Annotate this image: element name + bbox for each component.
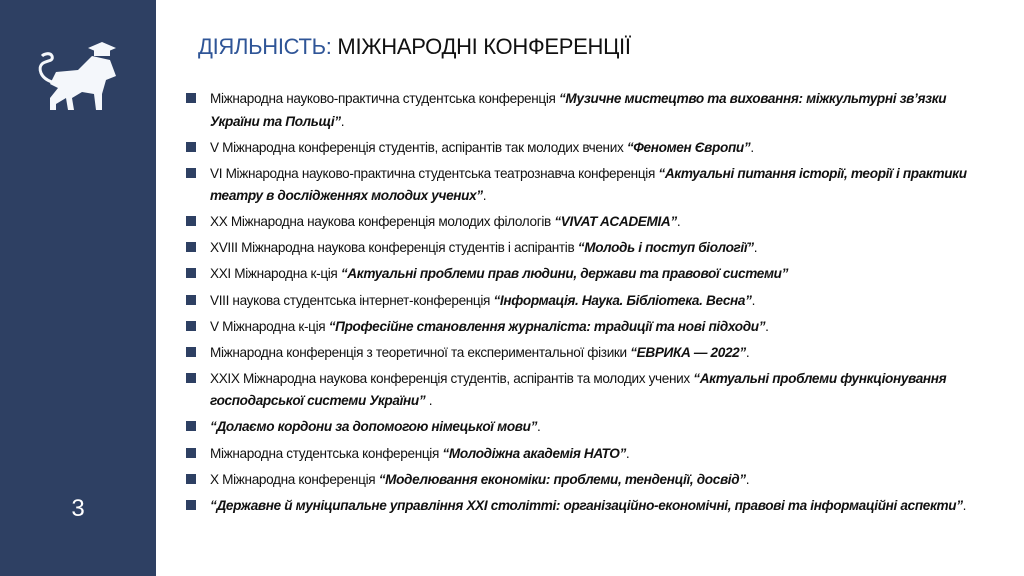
item-suffix: . [765, 318, 769, 334]
square-bullet-icon [186, 242, 196, 252]
page-number: 3 [71, 495, 85, 522]
list-item [183, 211, 983, 234]
list-item [183, 469, 983, 492]
conference-title: “ЕВРИКА — 2022” [630, 344, 746, 360]
list-item [183, 290, 983, 313]
square-bullet-icon [186, 373, 196, 383]
conference-title: “Феномен Європи” [626, 139, 751, 155]
list-item [183, 342, 983, 365]
square-bullet-icon [186, 295, 196, 305]
list-item [183, 263, 983, 286]
item-prefix: V Міжнародна конференція студентів, аспірантів так молодих вчених [210, 139, 627, 155]
item-suffix: . [750, 139, 754, 155]
list-item [183, 88, 983, 133]
item-prefix: VI Міжнародна науково-практична студентська театрознавча конференція [210, 165, 659, 181]
item-suffix: . [482, 188, 487, 204]
item-prefix: Міжнародна студентська конференція [210, 445, 443, 461]
square-bullet-icon [186, 448, 196, 458]
square-bullet-icon [186, 347, 196, 357]
item-suffix: . [962, 497, 967, 513]
conference-title: “VIVAT ACADEMIA” [554, 214, 677, 230]
item-prefix: Міжнародна науково-практична студентська конференція [210, 91, 559, 106]
conference-title: “Долаємо кордони за допомогою німецької мови” [210, 419, 538, 435]
conference-title: “Моделювання економіки: проблеми, тенденції, досвід” [378, 471, 746, 487]
square-bullet-icon [186, 321, 196, 331]
title-rest: МІЖНАРОДНІ КОНФЕРЕНЦІЇ [331, 34, 631, 59]
square-bullet-icon [186, 421, 196, 431]
square-bullet-icon [186, 500, 196, 510]
item-prefix: X Міжнародна конференція [210, 471, 379, 487]
item-suffix: . [537, 419, 541, 435]
item-suffix: . [676, 214, 681, 230]
item-suffix: . [425, 393, 433, 409]
conference-title: “Державне й муніципальне управління XXI столітті: організаційно-економічні, правові та інформаційні аспекти” [210, 497, 963, 513]
page-title [198, 34, 631, 60]
item-prefix: XVIII Міжнародна наукова конференція студентів і аспірантів [210, 240, 578, 256]
conference-title: “Професійне становлення журналіста: традиції та нові підходи” [328, 318, 766, 334]
list-item [183, 163, 983, 208]
list-item [183, 443, 983, 466]
conference-title: “Актуальні питання історії, теорії і практики театру в дослідженнях молодих учених” [210, 165, 967, 204]
square-bullet-icon [186, 142, 196, 152]
square-bullet-icon [186, 168, 196, 178]
square-bullet-icon [186, 268, 196, 278]
item-suffix: . [625, 445, 630, 461]
conference-title: “Молодіжна академія НАТО” [442, 445, 626, 461]
item-suffix: . [745, 471, 750, 487]
list-item [183, 237, 983, 260]
item-suffix: . [753, 240, 758, 256]
conference-title: “Актуальні проблеми функціонування господарської системи України” [210, 370, 947, 409]
conference-title: “Молодь і поступ біології” [577, 240, 754, 256]
item-suffix: . [751, 292, 756, 308]
list-item [183, 416, 983, 439]
item-prefix: XXI Міжнародна к-ція [210, 266, 341, 282]
item-prefix: VIII наукова студентська інтернет-конференція [210, 292, 494, 308]
conference-title: “Інформація. Наука. Бібліотека. Весна” [493, 292, 752, 308]
lion-logo-icon [36, 38, 120, 112]
list-item [183, 495, 983, 518]
list-item [183, 368, 983, 413]
title-accent: ДІЯЛЬНІСТЬ: [198, 34, 332, 59]
square-bullet-icon [186, 474, 196, 484]
square-bullet-icon [186, 216, 196, 226]
item-prefix: XXIX Міжнародна наукова конференція студентів, аспірантів та молодих учених [210, 370, 694, 386]
item-prefix: V Міжнародна к-ція [210, 318, 329, 334]
conference-list [183, 88, 983, 521]
conference-title: “Музичне мистецтво та виховання: міжкультурні зв’язки України та Польщі” [210, 91, 947, 129]
conference-title: “Актуальні проблеми прав людини, держави та правової системи” [340, 266, 789, 282]
item-prefix: Міжнародна конференція з теоретичної та експериментальної фізики [210, 344, 631, 360]
sidebar [0, 0, 156, 576]
item-suffix: . [340, 113, 345, 129]
item-suffix: . [745, 344, 750, 360]
list-item [183, 316, 983, 339]
square-bullet-icon [186, 93, 196, 103]
list-item [183, 137, 983, 160]
item-prefix: XX Міжнародна наукова конференція молодих філологів [210, 214, 555, 230]
